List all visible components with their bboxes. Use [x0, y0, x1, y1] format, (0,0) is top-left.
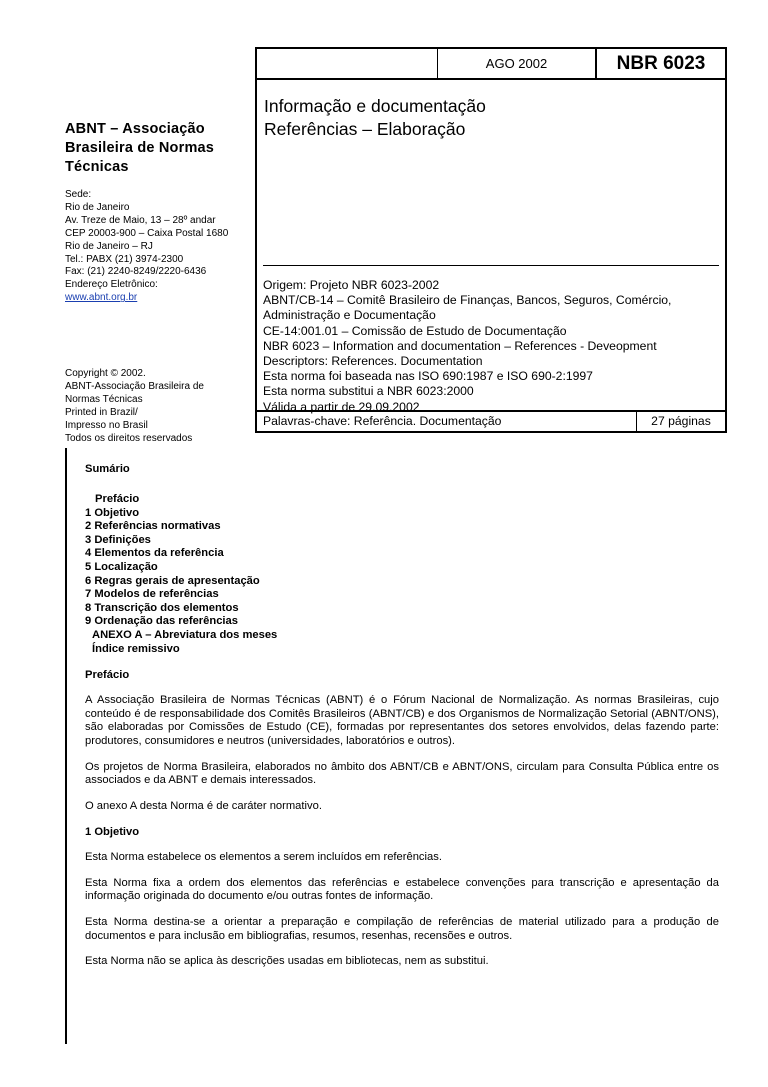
toc-item[interactable]: Índice remissivo	[92, 642, 180, 655]
toc-item[interactable]: ANEXO A – Abreviatura dos meses	[92, 628, 278, 641]
origin-line: ABNT/CB-14 – Comitê Brasileiro de Finanças, Bancos, Seguros, Comércio,	[263, 293, 672, 308]
objective-heading: 1 Objetivo	[85, 826, 140, 839]
copyright-line: Normas Técnicas	[65, 393, 143, 405]
publication-date: AGO 2002	[438, 49, 597, 78]
toc-item[interactable]: 8 Transcrição dos elementos	[85, 601, 239, 614]
copyright-line: ABNT-Associação Brasileira de	[65, 380, 204, 392]
toc-item[interactable]: 6 Regras gerais de apresentação	[85, 574, 260, 587]
toc-item[interactable]: 7 Modelos de referências	[85, 588, 219, 601]
preface-heading: Prefácio	[85, 669, 130, 682]
keywords-row	[257, 410, 725, 431]
objective-paragraph: Esta Norma não se aplica às descrições usadas em bibliotecas, nem as substitui.	[85, 955, 489, 968]
document-body	[85, 462, 719, 969]
origin-line: NBR 6023 – Information and documentation – References - Deveopment	[263, 338, 657, 353]
document-title	[264, 95, 486, 141]
standard-header-box	[255, 47, 727, 433]
website-link[interactable]: www.abnt.org.br	[65, 292, 138, 304]
address-line: Endereço Eletrônico:	[65, 279, 158, 291]
toc-item[interactable]: 2 Referências normativas	[85, 520, 221, 533]
title-line: Referências – Elaboração	[264, 119, 466, 139]
table-of-contents	[85, 493, 719, 656]
address-line: Tel.: PABX (21) 3974-2300	[65, 253, 184, 265]
header-empty-cell	[257, 49, 438, 78]
copyright-block	[65, 368, 255, 445]
toc-item[interactable]: 9 Ordenação das referências	[85, 615, 238, 628]
header-top-row	[257, 49, 725, 80]
address-line: Rio de Janeiro – RJ	[65, 240, 153, 252]
address-line: Rio de Janeiro	[65, 201, 130, 213]
toc-item[interactable]: 3 Definições	[85, 533, 151, 546]
address-line: Av. Treze de Maio, 13 – 28º andar	[65, 214, 216, 226]
origin-line: Esta norma substitui a NBR 6023:2000	[263, 384, 474, 399]
origin-line: Válida a partir de 29.09.2002	[263, 399, 420, 414]
body-left-rule	[65, 448, 67, 1044]
objective-paragraph: Esta Norma fixa a ordem dos elementos das referências e estabelece convenções para transcrição e apresentação da informação originada do documento e/ou outras fontes de informação.	[85, 876, 719, 903]
objective-paragraph: Esta Norma estabelece os elementos a serem incluídos em referências.	[85, 851, 442, 864]
toc-item[interactable]: 1 Objetivo	[85, 506, 140, 519]
toc-item[interactable]: 5 Localização	[85, 560, 158, 573]
publisher-address	[65, 189, 255, 305]
preface-paragraph: A Associação Brasileira de Normas Técnicas (ABNT) é o Fórum Nacional de Normalização. As normas Brasileiras, cujo conteúdo é de responsabilidade dos Comitês Brasileiros (ABNT/CB) e dos Organismos de Normalização Setorial (ABNT/ONS), são elaboradas por Comissões de Estudo (CE), formadas por representantes dos setores envolvidos, delas fazendo parte: produtores, consumidores e neutros (universidades, laboratórios e outros).	[85, 694, 719, 747]
origin-line: Origem: Projeto NBR 6023-2002	[263, 278, 440, 292]
origin-info	[263, 278, 719, 415]
objective-paragraph: Esta Norma destina-se a orientar a preparação e compilação de referências de material utilizado para a produção de documentos e para inclusão em bibliografias, resumos, resenhas, recensões e outros.	[85, 916, 719, 942]
address-line: Sede:	[65, 189, 92, 200]
keywords: Palavras-chave: Referência. Documentação	[263, 414, 502, 428]
address-line: CEP 20003-900 – Caixa Postal 1680	[65, 227, 229, 239]
origin-line: Esta norma foi baseada nas ISO 690:1987 e ISO 690-2:1997	[263, 369, 593, 384]
title-line: Informação e documentação	[264, 96, 486, 116]
header-divider	[263, 265, 719, 266]
preface-paragraph: Os projetos de Norma Brasileira, elaborados no âmbito dos ABNT/CB e ABNT/ONS, circulam para Consulta Pública entre os associados e da ABNT e demais interessados.	[85, 760, 719, 787]
copyright-line: Todos os direitos reservados	[65, 432, 193, 444]
origin-line: Descriptors: References. Documentation	[263, 354, 483, 369]
address-line: Fax: (21) 2240-8249/2220-6436	[65, 266, 207, 278]
publisher-name: ABNT – Associação Brasileira de Normas Técnicas	[65, 121, 215, 175]
origin-line: CE-14:001.01 – Comissão de Estudo de Documentação	[263, 323, 567, 338]
toc-item[interactable]: 4 Elementos da referência	[85, 547, 224, 560]
copyright-line: Impresso no Brasil	[65, 419, 148, 431]
toc-item[interactable]: Prefácio	[95, 493, 140, 505]
origin-line: Administração e Documentação	[263, 308, 436, 323]
summary-heading: Sumário	[85, 463, 130, 475]
preface-paragraph: O anexo A desta Norma é de caráter normativo.	[85, 799, 322, 812]
page-count: 27 páginas	[636, 412, 725, 431]
copyright-line: Printed in Brazil/	[65, 406, 138, 418]
copyright-line: Copyright © 2002.	[65, 368, 146, 379]
standard-number: NBR 6023	[616, 53, 706, 74]
